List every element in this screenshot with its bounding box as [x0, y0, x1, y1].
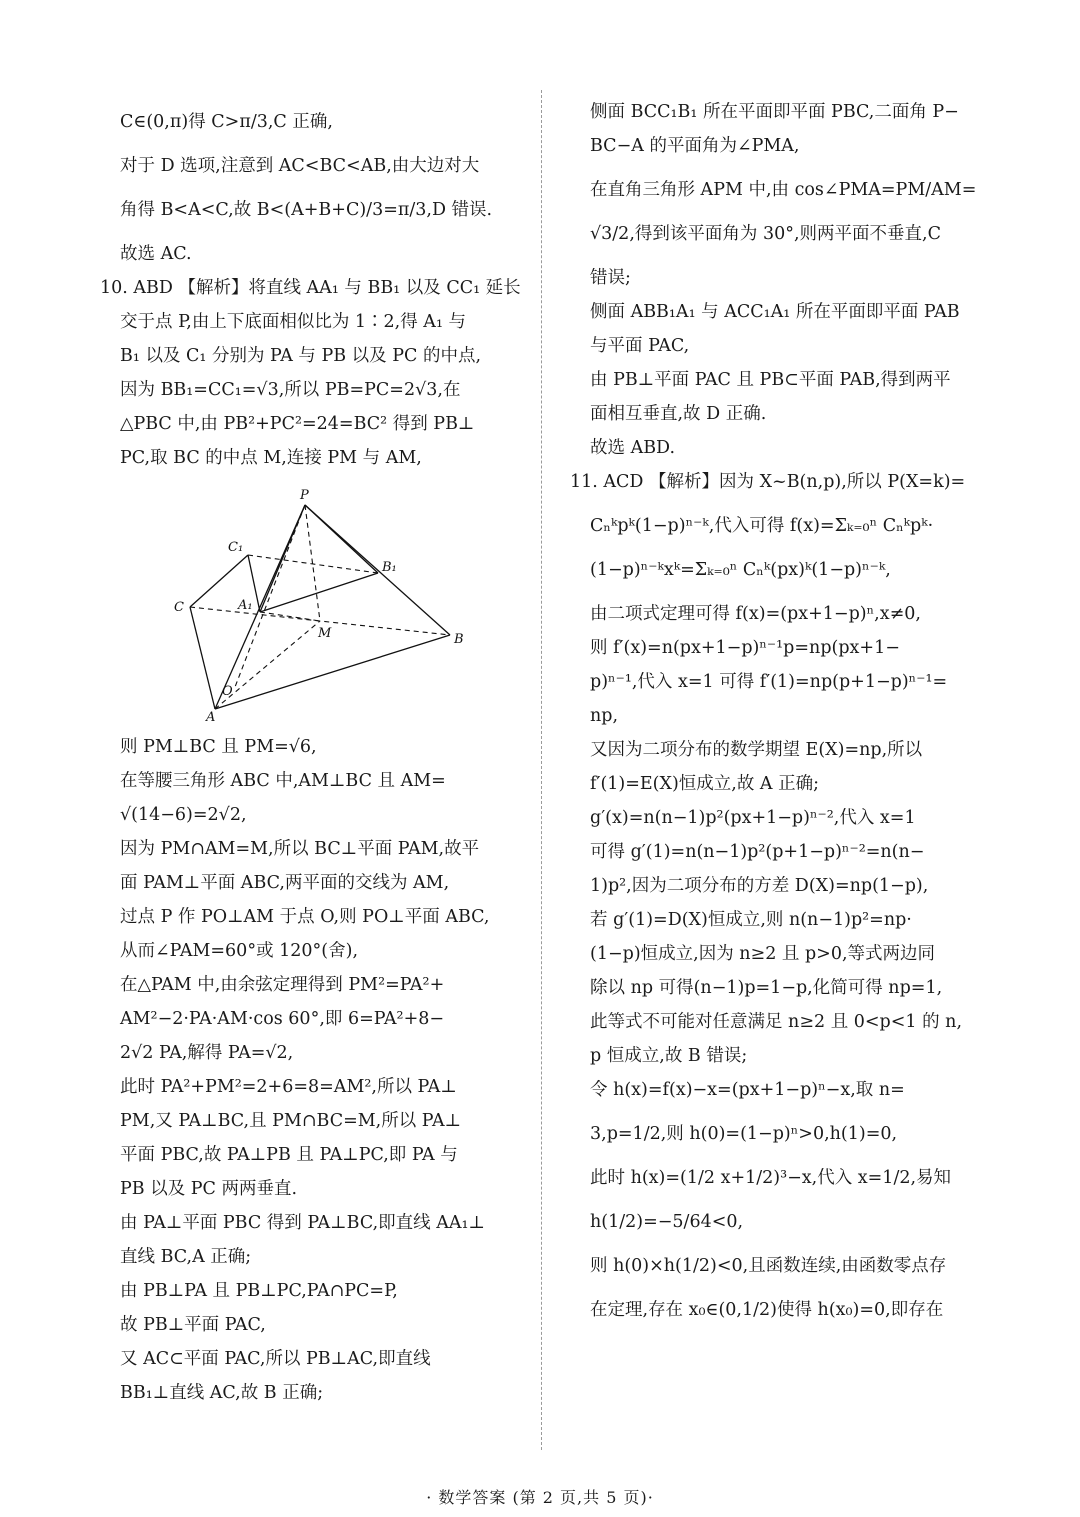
text-line: 又因为二项分布的数学期望 E(X)=np,所以 [590, 740, 923, 760]
text-line: (1−p)ⁿ⁻ᵏxᵏ=Σₖ₌₀ⁿ Cₙᵏ(px)ᵏ(1−p)ⁿ⁻ᵏ, [590, 560, 891, 580]
text-line: 由 PB⊥平面 PAC 且 PB⊂平面 PAB,得到两平 [590, 370, 951, 390]
text-line: 则 f′(x)=n(px+1−p)ⁿ⁻¹p=np(px+1− [590, 638, 900, 658]
text-line: (1−p)恒成立,因为 n≥2 且 p>0,等式两边同 [590, 944, 936, 964]
text-line: 由 PA⊥平面 PBC 得到 PA⊥BC,即直线 AA₁⊥ [120, 1213, 485, 1233]
text-line: 3,p=1/2,则 h(0)=(1−p)ⁿ>0,h(1)=0, [590, 1124, 898, 1144]
text-line: 可得 g′(1)=n(n−1)p²(p+1−p)ⁿ⁻²=n(n− [590, 842, 925, 862]
text-line: 1)p²,因为二项分布的方差 D(X)=np(1−p), [590, 876, 929, 896]
text-line: 由二项式定理可得 f(x)=(px+1−p)ⁿ,x≠0, [590, 604, 921, 624]
text-line: 除以 np 可得(n−1)p=1−p,化简可得 np=1, [590, 978, 943, 998]
label-O: O [222, 684, 233, 699]
label-A1: A₁ [238, 598, 253, 613]
frustum-diagram [160, 487, 470, 722]
text-line: 因为 BB₁=CC₁=√3,所以 PB=PC=2√3,在 [120, 380, 461, 400]
right-column [570, 95, 995, 1337]
text-line: PB 以及 PC 两两垂直. [120, 1179, 298, 1199]
text-line: 故选 ABD. [590, 438, 676, 458]
text-line: √3/2,得到该平面角为 30°,则两平面不垂直,C [590, 224, 941, 244]
text-line: p 恒成立,故 B 错误; [590, 1046, 748, 1066]
text-line: 此等式不可能对任意满足 n≥2 且 0<p<1 的 n, [590, 1012, 963, 1032]
text-line: 过点 P 作 PO⊥AM 于点 O,则 PO⊥平面 ABC, [120, 907, 490, 927]
text-line: 侧面 ABB₁A₁ 与 ACC₁A₁ 所在平面即平面 PAB [590, 302, 960, 322]
text-line: C∈(0,π)得 C>π/3,C 正确, [120, 112, 333, 132]
text-line: △PBC 中,由 PB²+PC²=24=BC² 得到 PB⊥ [120, 414, 475, 434]
text-line: 面 PAM⊥平面 ABC,两平面的交线为 AM, [120, 873, 450, 893]
text-line: 侧面 BCC₁B₁ 所在平面即平面 PBC,二面角 P− [590, 102, 959, 122]
text-line: BC−A 的平面角为∠PMA, [590, 136, 800, 156]
text-line: 错误; [590, 268, 631, 288]
text-line: 从而∠PAM=60°或 120°(舍), [120, 941, 359, 961]
text-line: √(14−6)=2√2, [120, 805, 247, 825]
text-line: 平面 PBC,故 PA⊥PB 且 PA⊥PC,即 PA 与 [120, 1145, 458, 1165]
text-line: 在等腰三角形 ABC 中,AM⊥BC 且 AM= [120, 771, 446, 791]
text-line: AM²−2·PA·AM·cos 60°,即 6=PA²+8− [120, 1009, 445, 1029]
question-11-header: 11. ACD 【解析】因为 X~B(n,p),所以 P(X=k)= [570, 472, 966, 492]
text-line: h(1/2)=−5/64<0, [590, 1212, 744, 1232]
text-line: 此时 PA²+PM²=2+6=8=AM²,所以 PA⊥ [120, 1077, 457, 1097]
label-A: A [206, 710, 216, 722]
label-B: B [454, 632, 464, 647]
label-P: P [300, 488, 309, 503]
text-line: p)ⁿ⁻¹,代入 x=1 可得 f′(1)=np(p+1−p)ⁿ⁻¹= [590, 672, 948, 692]
text-line: Cₙᵏpᵏ(1−p)ⁿ⁻ᵏ,代入可得 f(x)=Σₖ₌₀ⁿ Cₙᵏpᵏ· [590, 516, 934, 536]
label-M: M [318, 626, 332, 641]
left-column [100, 95, 525, 1410]
text-line: 在直角三角形 APM 中,由 cos∠PMA=PM/AM= [590, 180, 977, 200]
page-footer: · 数学答案 (第 2 页,共 5 页)· [426, 1488, 654, 1507]
text-line: 在△PAM 中,由余弦定理得到 PM²=PA²+ [120, 975, 445, 995]
text-line: f′(1)=E(X)恒成立,故 A 正确; [590, 774, 820, 794]
text-line: 直线 BC,A 正确; [120, 1247, 252, 1267]
text-line: 则 PM⊥BC 且 PM=√6, [120, 737, 317, 757]
text-line: 此时 h(x)=(1/2 x+1/2)³−x,代入 x=1/2,易知 [590, 1168, 952, 1188]
label-C1: C₁ [228, 540, 244, 555]
text-line: 由 PB⊥PA 且 PB⊥PC,PA∩PC=P, [120, 1281, 398, 1301]
text-line: B₁ 以及 C₁ 分别为 PA 与 PB 以及 PC 的中点, [120, 346, 482, 366]
text-line: 若 g′(1)=D(X)恒成立,则 n(n−1)p²=np· [590, 910, 912, 930]
text-line: 2√2 PA,解得 PA=√2, [120, 1043, 294, 1063]
text-line: 面相互垂直,故 D 正确. [590, 404, 767, 424]
text-line: 故选 AC. [120, 244, 192, 264]
text-line: 因为 PM∩AM=M,所以 BC⊥平面 PAM,故平 [120, 839, 480, 859]
text-line: 与平面 PAC, [590, 336, 690, 356]
text-line: np, [590, 706, 619, 726]
question-10-header: 10. ABD 【解析】将直线 AA₁ 与 BB₁ 以及 CC₁ 延长 [100, 278, 521, 298]
label-B1: B₁ [382, 560, 397, 575]
text-line: 则 h(0)×h(1/2)<0,且函数连续,由函数零点存 [590, 1256, 947, 1276]
text-line: 在定理,存在 x₀∈(0,1/2)使得 h(x₀)=0,即存在 [590, 1300, 944, 1320]
text-line: 故 PB⊥平面 PAC, [120, 1315, 266, 1335]
column-divider [541, 90, 542, 1450]
text-line: 对于 D 选项,注意到 AC<BC<AB,由大边对大 [120, 156, 480, 176]
text-line: BB₁⊥直线 AC,故 B 正确; [120, 1383, 324, 1403]
text-line: PC,取 BC 的中点 M,连接 PM 与 AM, [120, 448, 422, 468]
text-line: g′(x)=n(n−1)p²(px+1−p)ⁿ⁻²,代入 x=1 [590, 808, 916, 828]
text-line: 又 AC⊂平面 PAC,所以 PB⊥AC,即直线 [120, 1349, 431, 1369]
text-line: 令 h(x)=f(x)−x=(px+1−p)ⁿ−x,取 n= [590, 1080, 905, 1100]
text-line: PM,又 PA⊥BC,且 PM∩BC=M,所以 PA⊥ [120, 1111, 462, 1131]
text-line: 角得 B<A<C,故 B<(A+B+C)/3=π/3,D 错误. [120, 200, 493, 220]
text-line: 交于点 P,由上下底面相似比为 1∶2,得 A₁ 与 [120, 312, 467, 332]
label-C: C [174, 600, 184, 615]
